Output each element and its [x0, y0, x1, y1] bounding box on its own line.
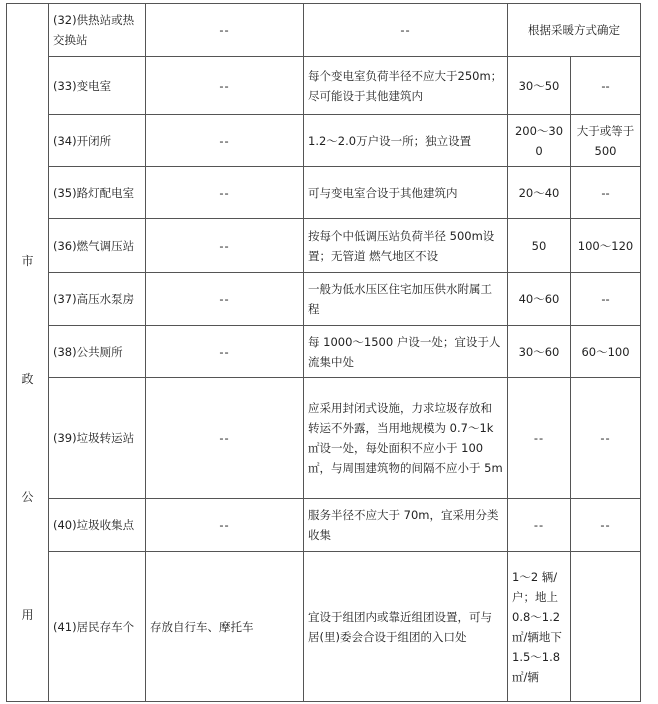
notes-cell: 可与变电室合设于其他建筑内 [304, 167, 508, 219]
facility-name: (32)供热站或热交换站 [49, 4, 146, 57]
notes-cell: 1.2～2.0万户设一所；独立设置 [304, 115, 508, 167]
notes-cell: 按每个中低调压站负荷半径 500m设置；无管道 燃气地区不设 [304, 219, 508, 273]
table-row [7, 167, 641, 219]
land-area-cell: -- [571, 499, 641, 552]
facility-name: (34)开闭所 [49, 115, 146, 167]
capacity-cell: -- [146, 167, 304, 219]
table-row [7, 4, 641, 57]
capacity-cell: 存放自行车、摩托车 [146, 552, 304, 702]
facility-name: (40)垃圾收集点 [49, 499, 146, 552]
facility-name: (38)公共厕所 [49, 326, 146, 378]
notes-cell: 服务半径不应大于 70m，宜采用分类收集 [304, 499, 508, 552]
facility-name: (33)变电室 [49, 57, 146, 115]
building-area-cell: -- [508, 378, 571, 499]
building-area-cell: 30～50 [508, 57, 571, 115]
facility-name: (39)垃圾转运站 [49, 378, 146, 499]
table-row [7, 57, 641, 115]
notes-cell: 每个变电室负荷半径不应大于250m；尽可能设于其他建筑内 [304, 57, 508, 115]
category-char: 市 [21, 253, 34, 268]
capacity-cell: -- [146, 326, 304, 378]
capacity-cell: -- [146, 115, 304, 167]
notes-cell: 每 1000～1500 户设一处；宜设于人流集中处 [304, 326, 508, 378]
capacity-cell: -- [146, 499, 304, 552]
facility-name: (41)居民存车个 [49, 552, 146, 702]
facility-name: (36)燃气调压站 [49, 219, 146, 273]
land-area-cell: -- [571, 167, 641, 219]
capacity-cell: -- [146, 57, 304, 115]
capacity-cell: -- [146, 273, 304, 326]
building-area-cell: 20～40 [508, 167, 571, 219]
land-area-cell: -- [571, 57, 641, 115]
land-area-cell: -- [571, 378, 641, 499]
category-char: 公 [21, 489, 34, 504]
facility-name: (37)高压水泵房 [49, 273, 146, 326]
table-row [7, 378, 641, 499]
table-row [7, 115, 641, 167]
table-row [7, 273, 641, 326]
table-row [7, 219, 641, 273]
area-cell: 根据采暖方式确定 [508, 4, 641, 57]
category-cell [7, 4, 49, 702]
capacity-cell: -- [146, 219, 304, 273]
table-row [7, 326, 641, 378]
land-area-cell: 60～100 [571, 326, 641, 378]
notes-cell: -- [304, 4, 508, 57]
notes-cell: 一般为低水压区住宅加压供水附属工程 [304, 273, 508, 326]
capacity-cell: -- [146, 4, 304, 57]
notes-cell: 应采用封闭式设施，力求垃圾存放和转运不外露，当用地规模为 0.7～1k ㎡设一处，每处面积不应小于 100 ㎡，与周围建筑物的间隔不应小于 5m [304, 378, 508, 499]
capacity-cell: -- [146, 378, 304, 499]
table-row [7, 499, 641, 552]
building-area-cell: 30～60 [508, 326, 571, 378]
notes-cell: 宜设于组团内或靠近组团设置，可与居(里)委会合设于组团的入口处 [304, 552, 508, 702]
land-area-cell: 大于或等于500 [571, 115, 641, 167]
facility-table [6, 3, 641, 702]
building-area-cell: 1～2 辆/户；地上 0.8～1.2 ㎡/辆地下 1.5～1.8 ㎡/辆 [508, 552, 571, 702]
building-area-cell: 200～300 [508, 115, 571, 167]
facility-name: (35)路灯配电室 [49, 167, 146, 219]
land-area-cell [571, 552, 641, 702]
category-char: 政 [21, 371, 34, 386]
building-area-cell: -- [508, 499, 571, 552]
table-row [7, 552, 641, 702]
category-char: 用 [21, 607, 34, 622]
land-area-cell: -- [571, 273, 641, 326]
land-area-cell: 100～120 [571, 219, 641, 273]
building-area-cell: 50 [508, 219, 571, 273]
building-area-cell: 40～60 [508, 273, 571, 326]
